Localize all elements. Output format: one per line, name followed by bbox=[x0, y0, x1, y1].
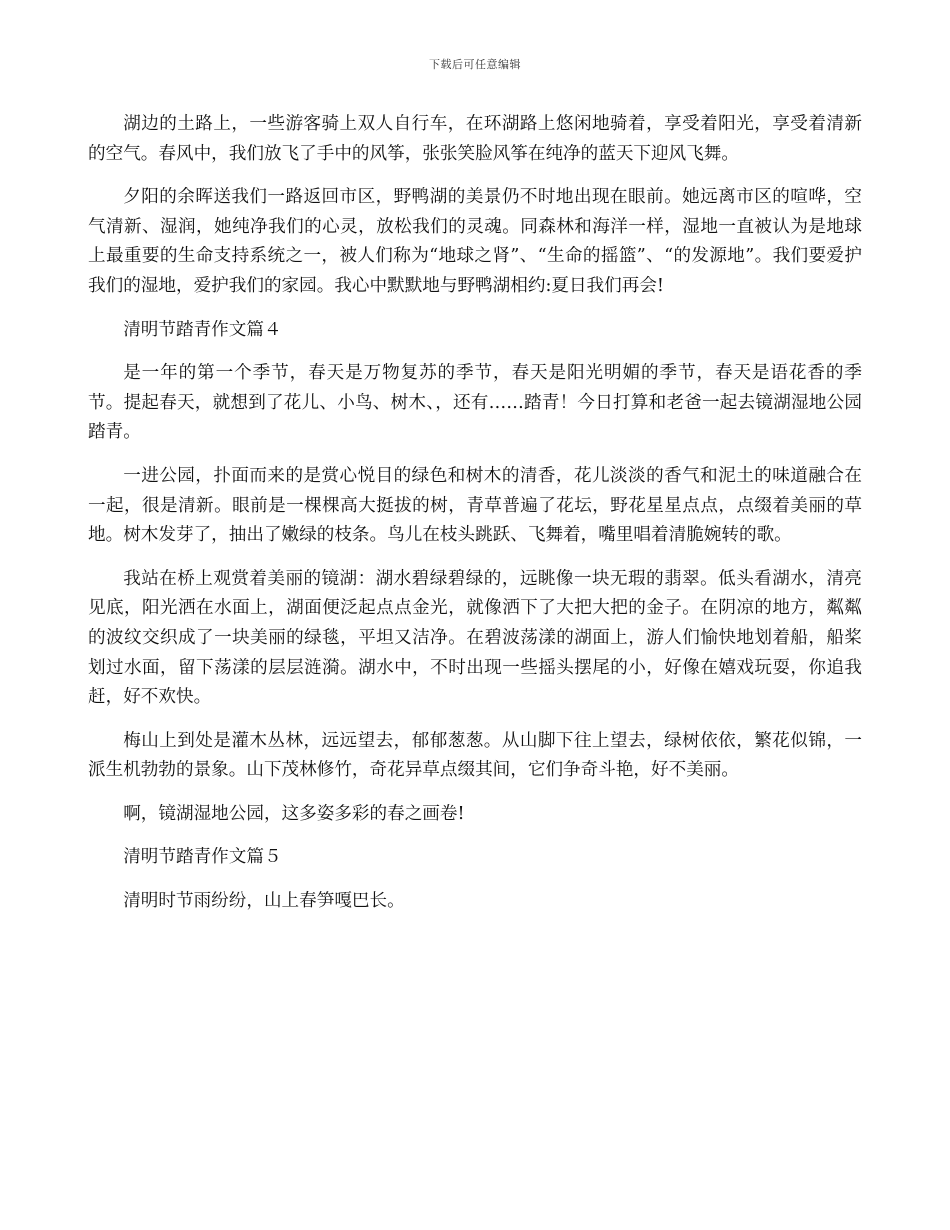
paragraph: 夕阳的余晖送我们一路返回市区，野鸭湖的美景仍不时地出现在眼前。她远离市区的喧哗，空气清新、湿润，她纯净我们的心灵，放松我们的灵魂。同森林和海洋一样，湿地一直被认为是地球上最重要的生命支持系统之一，被人们称为“地球之肾”、“生命的摇篮”、“的发源地”。我们要爱护我们的湿地，爱护我们的家园。我心中默默地与野鸭湖相约:夏日我们再会! bbox=[88, 187, 862, 296]
paragraph: 我站在桥上观赏着美丽的镜湖：湖水碧绿碧绿的，远眺像一块无瑕的翡翠。低头看湖水，清亮见底，阳光洒在水面上，湖面便泛起点点金光，就像洒下了大把大把的金子。在阴凉的地方，粼粼的波纹交织成了一块美丽的绿毯，平坦又洁净。在碧波荡漾的湖面上，游人们愉快地划着船，船桨划过水面，留下荡漾的层层涟漪。湖水中，不时出现一些摇头摆尾的小，好像在嬉戏玩耍，你追我赶，好不欢快。 bbox=[88, 568, 862, 708]
paragraph: 清明时节雨纷纷，山上春笋嘎巴长。 bbox=[123, 891, 405, 912]
paragraph: 一进公园，扑面而来的是赏心悦目的绿色和树木的清香，花儿淡淡的香气和泥土的味道融合在一起，很是清新。眼前是一棵棵高大挺拔的树，青草普遍了花坛，野花星星点点，点缀着美丽的草地。树木发芽了，抽出了嫩绿的枝条。鸟儿在枝头跳跃、飞舞着，嘴里唱着清脆婉转的歌。 bbox=[88, 465, 862, 546]
paragraph: 梅山上到处是灌木丛林，远远望去，郁郁葱葱。从山脚下往上望去，绿树依依，繁花似锦，一派生机勃勃的景象。山下茂林修竹，奇花异草点缀其间，它们争奇斗艳，好不美丽。 bbox=[88, 730, 862, 781]
section-heading: 清明节踏青作文篇５ bbox=[123, 847, 282, 868]
page-header: 下载后可任意编辑 bbox=[429, 58, 521, 71]
paragraph: 是一年的第一个季节，春天是万物复苏的季节，春天是阳光明媚的季节，春天是语花香的季节。提起春天，就想到了花儿、小鸟、树木、，还有……踏青！今日打算和老爸一起去镜湖湿地公园踏青。 bbox=[88, 363, 862, 443]
paragraph: 啊，镜湖湿地公园，这多姿多彩的春之画卷! bbox=[123, 803, 465, 824]
paragraph: 湖边的土路上，一些游客骑上双人自行车，在环湖路上悠闲地骑着，享受着阳光，享受着清新的空气。春风中，我们放飞了手中的风筝，张张笑脸风筝在纯净的蓝天下迎风飞舞。 bbox=[88, 114, 862, 164]
document-body bbox=[88, 110, 862, 931]
section-heading: 清明节踏青作文篇４ bbox=[123, 319, 282, 340]
